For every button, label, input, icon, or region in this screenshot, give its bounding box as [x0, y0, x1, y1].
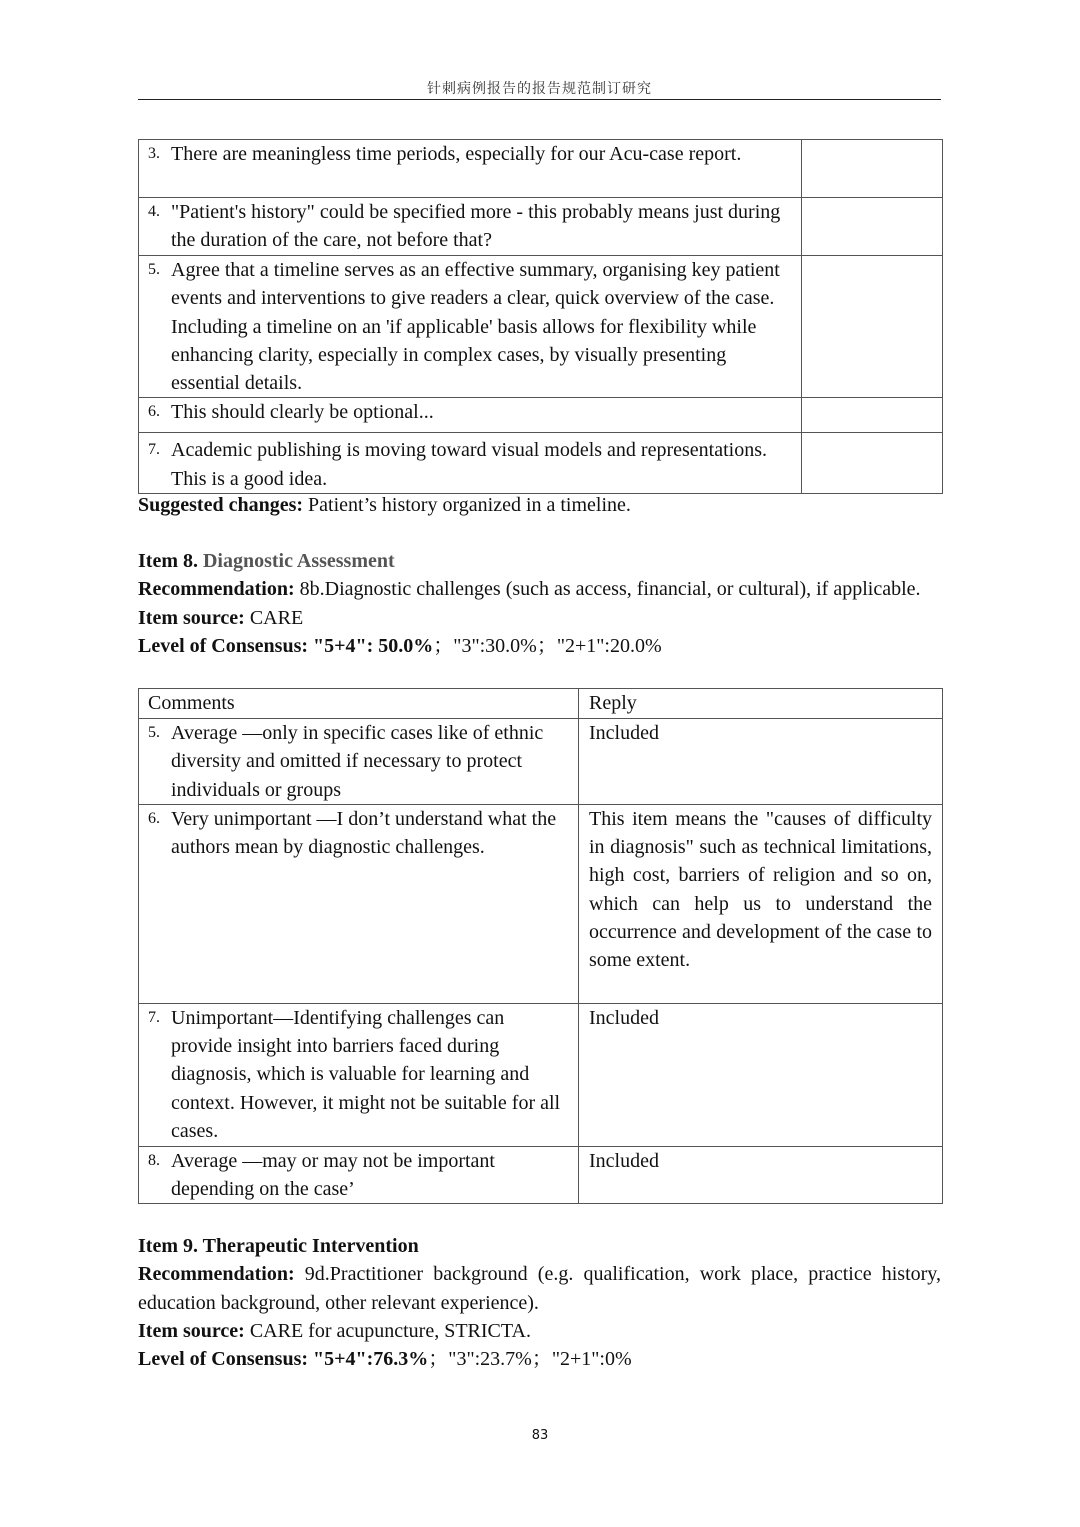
recommendation-label: Recommendation: [138, 578, 295, 601]
row-number: 5. [148, 261, 160, 278]
recommendation-text: 9d.Practitioner background (e.g. qualification, work place, practice history, education background, other relevant experience). [138, 1263, 941, 1314]
reply-cell [802, 433, 943, 494]
comment-text: Average —only in specific cases like of ethnic diversity and omitted if necessary to protect individuals or groups [171, 722, 544, 801]
consensus-text: ；"3":30.0%；"2+1":20.0% [433, 634, 662, 657]
suggested-label: Suggested changes: [138, 494, 304, 516]
recommendation [138, 575, 941, 603]
table-row [139, 1146, 943, 1204]
row-number: 3. [148, 145, 160, 162]
table-row [139, 804, 943, 1003]
comment-text: Unimportant—Identifying challenges can provide insight into barriers faced during diagnosis, which is valuable for learning and context. However, it might not be suitable for all cases. [171, 1006, 561, 1143]
item-title: Diagnostic Assessment [197, 550, 395, 572]
page-number: 83 [531, 1428, 549, 1443]
table-row [139, 719, 943, 805]
table-row [139, 1003, 943, 1146]
consensus-label: Level of Consensus: "5+4": 50.0% [138, 634, 434, 657]
table-row [139, 256, 943, 398]
row-number: 6. [148, 809, 160, 827]
suggested-text: Patient’s history organized in a timeline. [303, 494, 631, 516]
item-source [138, 604, 941, 632]
table-row [139, 433, 943, 494]
comment-text: "Patient's history" could be specified more - this probably means just during the duration of the care, not before that? [171, 201, 781, 252]
consensus-label: Level of Consensus: "5+4":76.3% [138, 1348, 429, 1371]
table-row [139, 140, 943, 198]
source-text: CARE for acupuncture, STRICTA. [244, 1319, 531, 1342]
consensus-text: ；"3":23.7%；"2+1":0% [428, 1348, 632, 1371]
item-title: Item 9. Therapeutic Intervention [138, 1235, 419, 1257]
row-number: 5. [148, 724, 160, 741]
row-number: 7. [148, 1008, 160, 1026]
row-number: 4. [148, 203, 160, 220]
comment-text: This should clearly be optional... [171, 401, 434, 424]
reply-text: Included [579, 719, 943, 805]
reply-cell [802, 256, 943, 398]
table-row [139, 398, 943, 433]
consensus [138, 1345, 941, 1373]
comments-table-item8 [138, 688, 943, 1204]
item-prefix: Item 8. [138, 550, 198, 572]
item8-section [138, 547, 941, 660]
row-number: 6. [148, 403, 160, 421]
item9-section [138, 1232, 941, 1373]
source-text: CARE [244, 606, 304, 629]
recommendation [138, 1260, 941, 1317]
reply-text: This item means the "causes of difficulty in diagnosis" such as technical limitations, high cost, barriers of religion and so on, which can help us to understand the occurrence and development of the case to some extent. [579, 804, 943, 1003]
recommendation-label: Recommendation: [138, 1263, 295, 1286]
consensus [138, 632, 941, 660]
table-row [139, 198, 943, 256]
row-number: 7. [148, 441, 160, 459]
table-header-row [139, 689, 943, 719]
comments-table-item7 [138, 139, 943, 494]
item8-title [138, 547, 941, 575]
reply-text: Included [579, 1003, 943, 1146]
reply-cell [802, 140, 943, 198]
reply-text: Included [579, 1146, 943, 1204]
reply-cell [802, 398, 943, 433]
item-source [138, 1317, 941, 1345]
source-label: Item source: [138, 606, 245, 629]
row-number: 8. [148, 1151, 160, 1169]
source-label: Item source: [138, 1319, 245, 1342]
comment-text: Academic publishing is moving toward visual models and representations. This is a good idea. [171, 439, 767, 490]
reply-cell [802, 198, 943, 256]
comment-text: Average —may or may not be important depending on the case’ [171, 1149, 495, 1201]
header-rule [138, 99, 941, 100]
comment-text: Very unimportant —I don’t understand what the authors mean by diagnostic challenges. [171, 807, 557, 859]
recommendation-text: 8b.Diagnostic challenges (such as access, financial, or cultural), if applicable. [294, 578, 921, 601]
comment-text: Agree that a timeline serves as an effective summary, organising key patient events and interventions to give readers a clear, quick overview of the case. Including a timeline on an 'if applicable' basis allows for flexibility while enhancing clarity, especially in complex cases, by visually presenting essential details. [171, 259, 780, 395]
comment-text: There are meaningless time periods, especially for our Acu-case report. [171, 143, 742, 165]
suggested-changes [138, 491, 941, 519]
header-reply: Reply [579, 689, 943, 719]
header-comments: Comments [139, 689, 579, 719]
running-header: 针刺病例报告的报告规范制订研究 [427, 81, 652, 97]
